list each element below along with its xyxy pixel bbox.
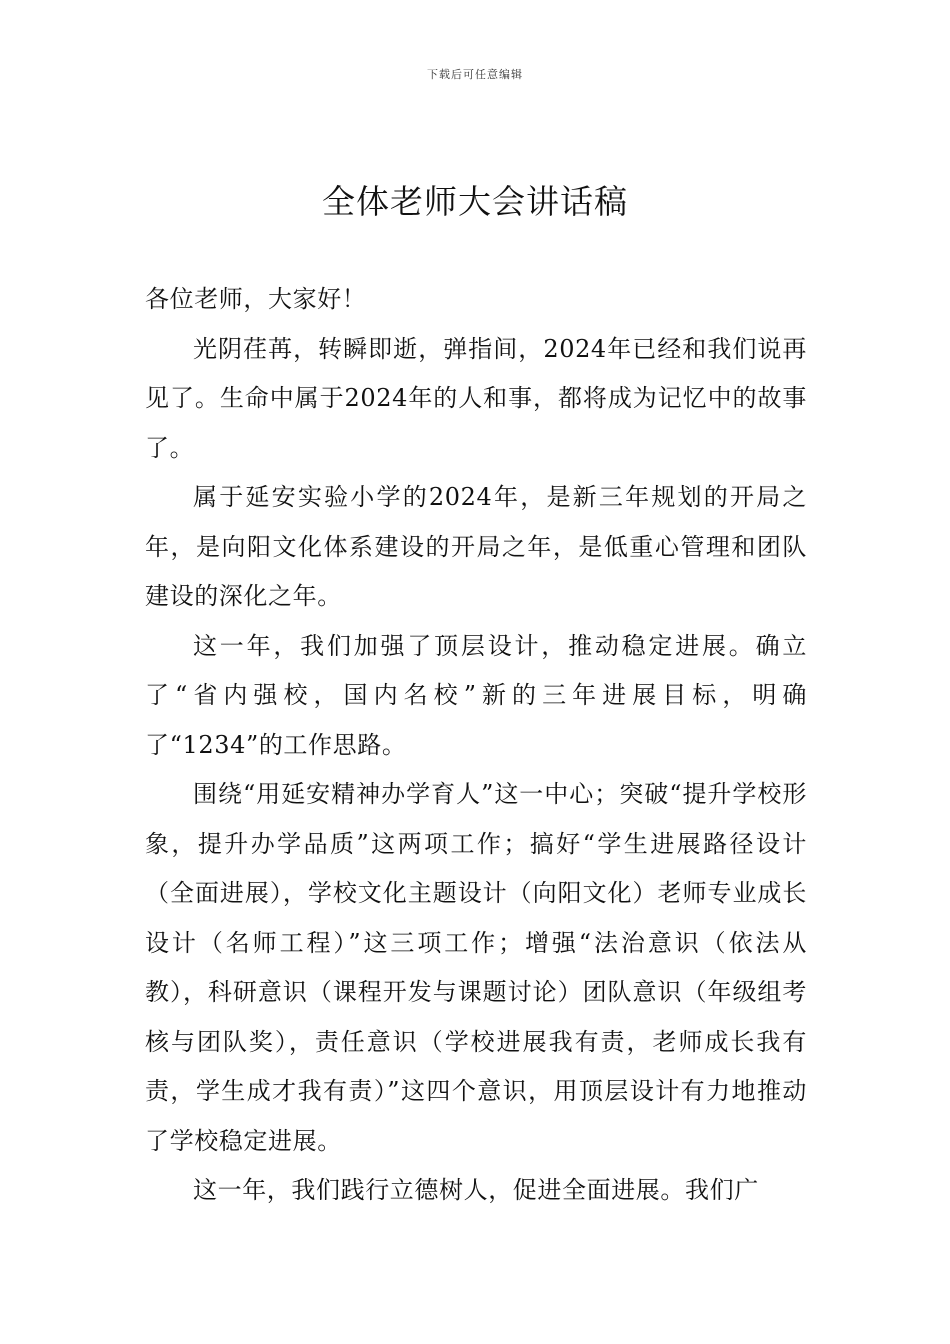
document-title: 全体老师大会讲话稿: [322, 182, 628, 221]
paragraph-1: 光阴荏苒，转瞬即逝，弹指间，2024年已经和我们说再见了。生命中属于2024年的人和事，都将成为记忆中的故事了。: [145, 334, 807, 462]
paragraph-2: 属于延安实验小学的2024年，是新三年规划的开局之年，是向阳文化体系建设的开局之年，是低重心管理和团队建设的深化之年。: [145, 483, 807, 610]
document-body: [145, 275, 807, 1216]
paragraph-3: 这一年，我们加强了顶层设计，推动稳定进展。确立了“省内强校，国内名校”新的三年进展目标，明确了“1234”的工作思路。: [145, 631, 807, 759]
greeting-line: 各位老师，大家好！: [145, 285, 367, 313]
header-note: 下载后可任意编辑: [427, 68, 523, 81]
paragraph-5: 这一年，我们践行立德树人，促进全面进展。我们广: [193, 1176, 759, 1204]
paragraph-4: 围绕“用延安精神办学育人”这一中心；突破“提升学校形象，提升办学品质”这两项工作；搞好“学生进展路径设计（全面进展），学校文化主题设计（向阳文化）老师专业成长设计（名师工程）”这三项工作；增强“法治意识（依法从教），科研意识（课程开发与课题讨论）团队意识（年级组考核与团队奖），责任意识（学校进展我有责，老师成长我有责，学生成才我有责）”这四个意识，用顶层设计有力地推动了学校稳定进展。: [145, 780, 807, 1155]
